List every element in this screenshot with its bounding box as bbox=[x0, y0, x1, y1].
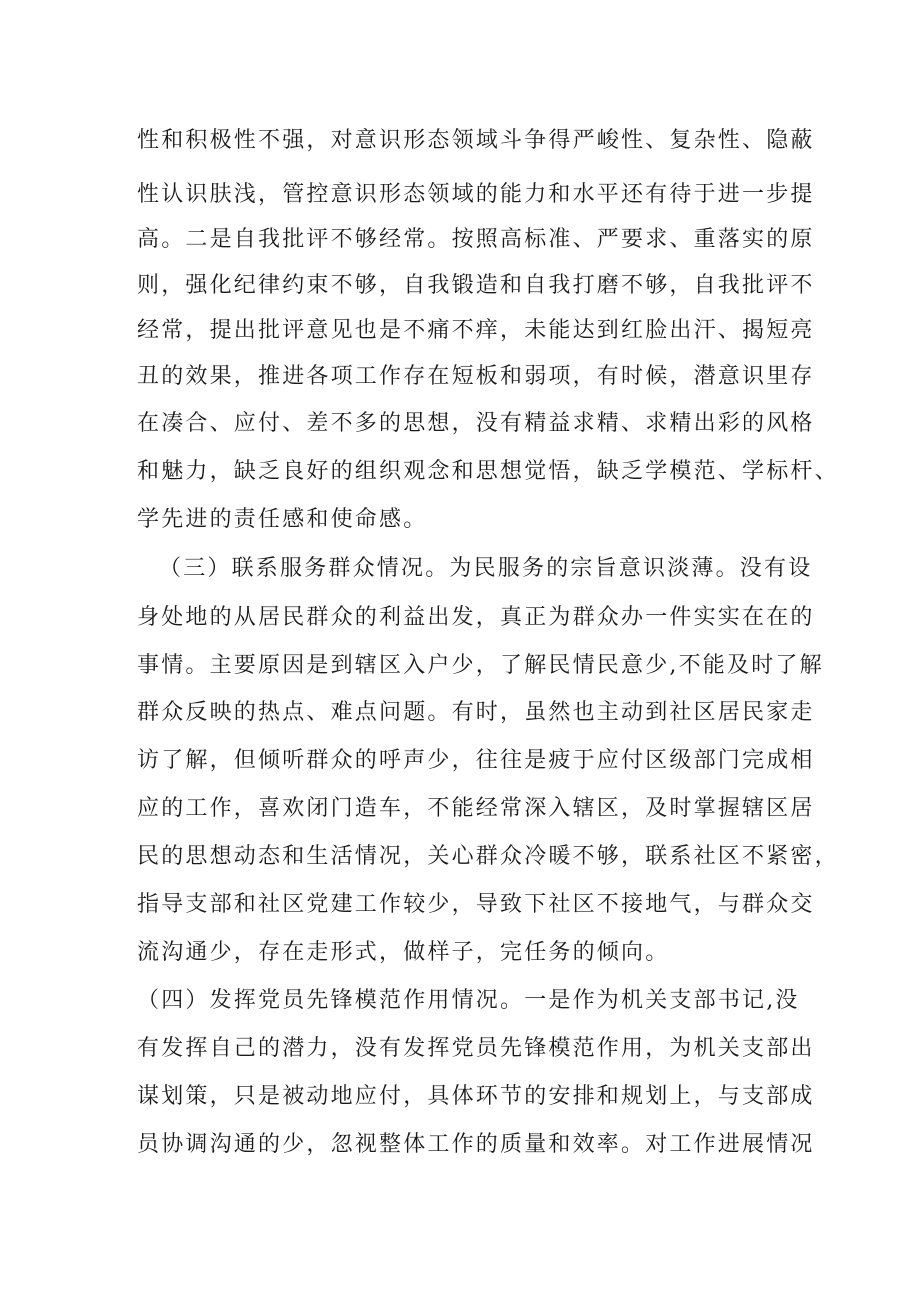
text-line: 性认识肤浅，管控意识形态领域的能力和水平还有待于进一步提 bbox=[137, 182, 815, 207]
text-line: 指导支部和社区党建工作较少，导致下社区不接地气，与群众交 bbox=[137, 892, 815, 917]
text-line: 有发挥自己的潜力，没有发挥党员先锋模范作用，为机关支部出 bbox=[137, 1036, 815, 1061]
text-line: 群众反映的热点、难点问题。有时，虽然也主动到社区居民家走 bbox=[137, 700, 815, 725]
text-line: 谋划策，只是被动地应付，具体环节的安排和规划上，与支部成 bbox=[137, 1084, 815, 1109]
text-line: 民的思想动态和生活情况，关心群众冷暖不够，联系社区不紧密， bbox=[137, 844, 839, 869]
text-line: 丑的效果，推进各项工作存在短板和弱项，有时候，潜意识里存 bbox=[137, 364, 815, 389]
text-line: 员协调沟通的少，忽视整体工作的质量和效率。对工作进展情况 bbox=[137, 1132, 815, 1157]
text-line: 事情。主要原因是到辖区入户少，了解民情民意少,不能及时了解 bbox=[137, 653, 824, 678]
text-line: 经常，提出批评意见也是不痛不痒，未能达到红脸出汗、揭短亮 bbox=[137, 318, 815, 343]
text-line: 在凑合、应付、差不多的思想，没有精益求精、求精出彩的风格 bbox=[137, 411, 815, 436]
text-line: 学先进的责任感和使命感。 bbox=[137, 507, 428, 532]
section-heading-3: （三）联系服务群众情况。为民服务的宗旨意识淡薄。没有设 bbox=[159, 556, 813, 581]
text-line: 应的工作，喜欢闭门造车，不能经常深入辖区，及时掌握辖区居 bbox=[137, 796, 815, 821]
text-line: 身处地的从居民群众的利益出发，真正为群众办一件实实在在的 bbox=[137, 605, 815, 630]
section-heading-4: （四）发挥党员先锋模范作用情况。一是作为机关支部书记,没 bbox=[137, 988, 800, 1013]
text-line: 和魅力，缺乏良好的组织观念和思想觉悟，缺乏学模范、学标杆、 bbox=[137, 459, 839, 484]
text-line: 高。二是自我批评不够经常。按照高标准、严要求、重落实的原 bbox=[137, 227, 815, 252]
text-line: 则，强化纪律约束不够，自我锻造和自我打磨不够，自我批评不 bbox=[137, 273, 815, 298]
text-line: 性和积极性不强，对意识形态领域斗争得严峻性、复杂性、隐蔽 bbox=[137, 128, 815, 153]
text-line: 流沟通少，存在走形式，做样子，完任务的倾向。 bbox=[137, 940, 670, 965]
text-line: 访了解，但倾听群众的呼声少，往往是疲于应付区级部门完成相 bbox=[137, 748, 815, 773]
